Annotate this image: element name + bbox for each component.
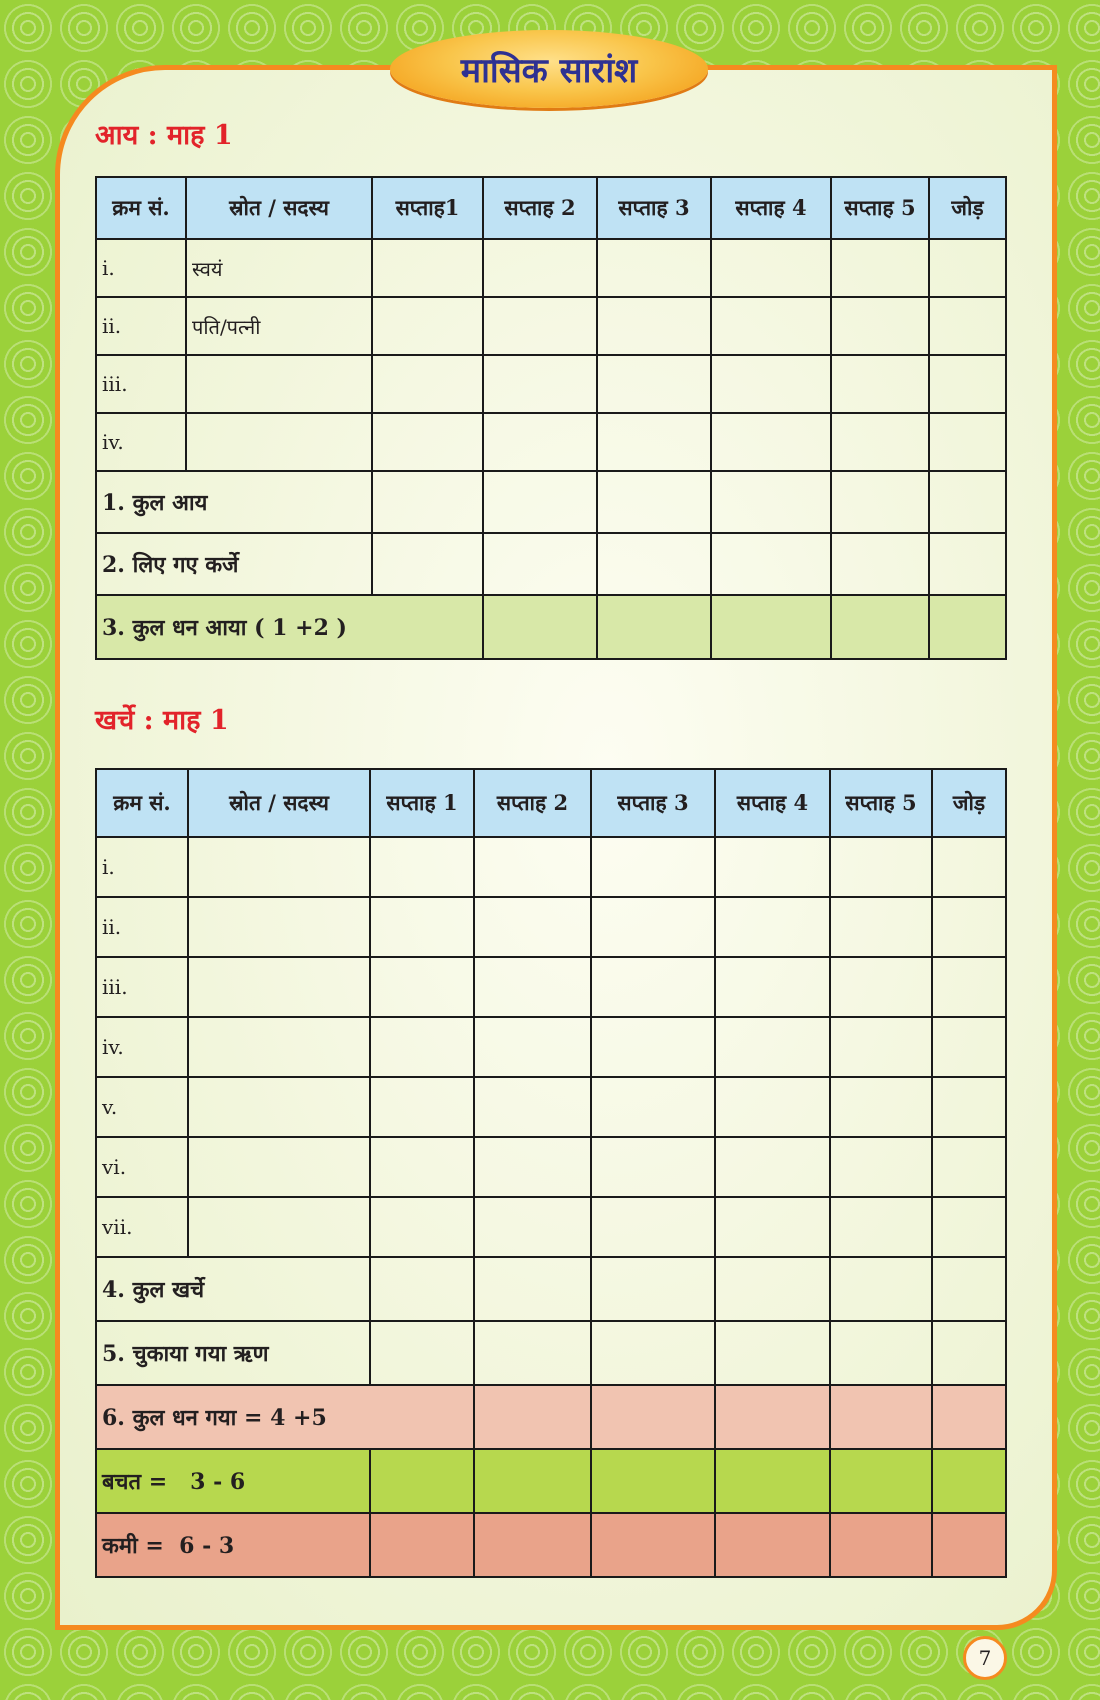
table-row xyxy=(96,1017,1006,1077)
col-serial: क्रम सं. xyxy=(96,177,186,239)
entry-cell[interactable] xyxy=(711,355,831,413)
serial-cell: vii. xyxy=(96,1197,188,1257)
entry-cell[interactable] xyxy=(830,1077,932,1137)
entry-cell[interactable] xyxy=(597,413,711,471)
entry-cell[interactable] xyxy=(831,595,929,659)
source-cell[interactable]: स्वयं xyxy=(186,239,372,297)
entry-cell[interactable] xyxy=(474,1017,591,1077)
entry-cell[interactable] xyxy=(474,1385,591,1449)
entry-cell[interactable] xyxy=(929,471,1006,533)
total-money-in-label: 3. कुल धन आया ( 1 +2 ) xyxy=(96,595,483,659)
serial-cell: ii. xyxy=(96,297,186,355)
entry-cell[interactable] xyxy=(711,533,831,595)
entry-cell[interactable] xyxy=(474,897,591,957)
col-week-2: सप्ताह 2 xyxy=(474,769,591,837)
source-cell[interactable] xyxy=(188,1197,370,1257)
serial-cell: i. xyxy=(96,239,186,297)
entry-cell[interactable] xyxy=(591,1513,715,1577)
entry-cell[interactable] xyxy=(370,1017,474,1077)
table-row xyxy=(96,1197,1006,1257)
entry-cell[interactable] xyxy=(932,1385,1006,1449)
entry-cell[interactable] xyxy=(591,837,715,897)
entry-cell[interactable] xyxy=(591,1077,715,1137)
entry-cell[interactable] xyxy=(597,297,711,355)
entry-cell[interactable] xyxy=(474,1197,591,1257)
table-row xyxy=(96,297,1006,355)
savings-row xyxy=(96,1449,1006,1513)
entry-cell[interactable] xyxy=(483,471,597,533)
entry-cell[interactable] xyxy=(597,355,711,413)
entry-cell[interactable] xyxy=(830,1385,932,1449)
entry-cell[interactable] xyxy=(591,1257,715,1321)
entry-cell[interactable] xyxy=(830,1513,932,1577)
entry-cell[interactable] xyxy=(715,1321,830,1385)
col-total: जोड़ xyxy=(929,177,1006,239)
table-row xyxy=(96,837,1006,897)
deficit-label: कमी = 6 - 3 xyxy=(96,1513,370,1577)
entry-cell[interactable] xyxy=(370,1513,474,1577)
entry-cell[interactable] xyxy=(929,595,1006,659)
table-row xyxy=(96,897,1006,957)
entry-cell[interactable] xyxy=(474,837,591,897)
entry-cell[interactable] xyxy=(715,1197,830,1257)
income-heading: आय : माह 1 xyxy=(95,120,233,151)
expense-header-row xyxy=(96,769,1006,837)
entry-cell[interactable] xyxy=(370,837,474,897)
source-cell[interactable] xyxy=(186,413,372,471)
entry-cell[interactable] xyxy=(831,533,929,595)
entry-cell[interactable] xyxy=(932,897,1006,957)
entry-cell[interactable] xyxy=(932,957,1006,1017)
table-row xyxy=(96,413,1006,471)
income-header-row xyxy=(96,177,1006,239)
entry-cell[interactable] xyxy=(932,1137,1006,1197)
col-week-2: सप्ताह 2 xyxy=(483,177,597,239)
entry-cell[interactable] xyxy=(372,355,483,413)
entry-cell[interactable] xyxy=(830,1017,932,1077)
entry-cell[interactable] xyxy=(591,1449,715,1513)
entry-cell[interactable] xyxy=(932,837,1006,897)
entry-cell[interactable] xyxy=(715,1017,830,1077)
entry-cell[interactable] xyxy=(715,1513,830,1577)
entry-cell[interactable] xyxy=(929,355,1006,413)
entry-cell[interactable] xyxy=(830,1257,932,1321)
entry-cell[interactable] xyxy=(932,1017,1006,1077)
entry-cell[interactable] xyxy=(474,1449,591,1513)
entry-cell[interactable] xyxy=(715,1257,830,1321)
entry-cell[interactable] xyxy=(372,239,483,297)
entry-cell[interactable] xyxy=(715,1137,830,1197)
serial-cell: v. xyxy=(96,1077,188,1137)
serial-cell: iv. xyxy=(96,413,186,471)
entry-cell[interactable] xyxy=(830,1137,932,1197)
total-expense-row xyxy=(96,1257,1006,1321)
entry-cell[interactable] xyxy=(831,355,929,413)
income-table xyxy=(95,176,1007,660)
entry-cell[interactable] xyxy=(370,1449,474,1513)
entry-cell[interactable] xyxy=(474,1257,591,1321)
entry-cell[interactable] xyxy=(597,239,711,297)
source-cell[interactable] xyxy=(188,1017,370,1077)
entry-cell[interactable] xyxy=(483,239,597,297)
entry-cell[interactable] xyxy=(932,1321,1006,1385)
entry-cell[interactable] xyxy=(711,297,831,355)
entry-cell[interactable] xyxy=(591,1385,715,1449)
entry-cell[interactable] xyxy=(830,1197,932,1257)
col-week-3: सप्ताह 3 xyxy=(591,769,715,837)
entry-cell[interactable] xyxy=(591,1197,715,1257)
table-row xyxy=(96,239,1006,297)
entry-cell[interactable] xyxy=(715,957,830,1017)
entry-cell[interactable] xyxy=(370,1077,474,1137)
source-cell[interactable] xyxy=(188,1137,370,1197)
entry-cell[interactable] xyxy=(591,1321,715,1385)
entry-cell[interactable] xyxy=(372,533,483,595)
entry-cell[interactable] xyxy=(715,1449,830,1513)
loans-taken-row xyxy=(96,533,1006,595)
entry-cell[interactable] xyxy=(591,897,715,957)
entry-cell[interactable] xyxy=(711,471,831,533)
entry-cell[interactable] xyxy=(372,297,483,355)
source-cell[interactable]: पति/पत्नी xyxy=(186,297,372,355)
serial-cell: iii. xyxy=(96,957,188,1017)
entry-cell[interactable] xyxy=(370,957,474,1017)
entry-cell[interactable] xyxy=(483,533,597,595)
entry-cell[interactable] xyxy=(831,413,929,471)
serial-cell: ii. xyxy=(96,897,188,957)
entry-cell[interactable] xyxy=(831,471,929,533)
col-week-3: सप्ताह 3 xyxy=(597,177,711,239)
col-source: स्रोत / सदस्य xyxy=(188,769,370,837)
table-row xyxy=(96,1077,1006,1137)
entry-cell[interactable] xyxy=(929,533,1006,595)
entry-cell[interactable] xyxy=(591,1137,715,1197)
source-cell[interactable] xyxy=(188,1077,370,1137)
col-week-5: सप्ताह 5 xyxy=(830,769,932,837)
expense-heading: खर्चे : माह 1 xyxy=(95,705,229,736)
col-source: स्रोत / सदस्य xyxy=(186,177,372,239)
table-row xyxy=(96,1137,1006,1197)
loan-repaid-row xyxy=(96,1321,1006,1385)
entry-cell[interactable] xyxy=(474,957,591,1017)
entry-cell[interactable] xyxy=(715,837,830,897)
entry-cell[interactable] xyxy=(715,897,830,957)
total-money-out-label: 6. कुल धन गया = 4 +5 xyxy=(96,1385,474,1449)
entry-cell[interactable] xyxy=(932,1197,1006,1257)
entry-cell[interactable] xyxy=(929,297,1006,355)
savings-label: बचत = 3 - 6 xyxy=(96,1449,370,1513)
entry-cell[interactable] xyxy=(474,1321,591,1385)
entry-cell[interactable] xyxy=(370,1137,474,1197)
entry-cell[interactable] xyxy=(715,1385,830,1449)
table-row xyxy=(96,957,1006,1017)
entry-cell[interactable] xyxy=(597,471,711,533)
entry-cell[interactable] xyxy=(929,413,1006,471)
col-total: जोड़ xyxy=(932,769,1006,837)
total-expense-label: 4. कुल खर्चे xyxy=(96,1257,370,1321)
expense-table xyxy=(95,768,1007,1578)
col-week-4: सप्ताह 4 xyxy=(715,769,830,837)
entry-cell[interactable] xyxy=(831,297,929,355)
source-cell[interactable] xyxy=(188,837,370,897)
total-money-out-row xyxy=(96,1385,1006,1449)
entry-cell[interactable] xyxy=(711,595,831,659)
entry-cell[interactable] xyxy=(711,413,831,471)
entry-cell[interactable] xyxy=(932,1513,1006,1577)
entry-cell[interactable] xyxy=(830,837,932,897)
loan-repaid-label: 5. चुकाया गया ऋण xyxy=(96,1321,370,1385)
entry-cell[interactable] xyxy=(474,1513,591,1577)
total-income-label: 1. कुल आय xyxy=(96,471,372,533)
entry-cell[interactable] xyxy=(830,897,932,957)
entry-cell[interactable] xyxy=(831,239,929,297)
entry-cell[interactable] xyxy=(483,297,597,355)
source-cell[interactable] xyxy=(188,897,370,957)
deficit-row xyxy=(96,1513,1006,1577)
serial-cell: iv. xyxy=(96,1017,188,1077)
entry-cell[interactable] xyxy=(474,1077,591,1137)
entry-cell[interactable] xyxy=(830,1321,932,1385)
entry-cell[interactable] xyxy=(932,1449,1006,1513)
entry-cell[interactable] xyxy=(597,533,711,595)
entry-cell[interactable] xyxy=(932,1257,1006,1321)
table-row xyxy=(96,355,1006,413)
page-number: 7 xyxy=(963,1636,1007,1680)
total-income-row xyxy=(96,471,1006,533)
page-title: मासिक सारांश xyxy=(460,51,638,91)
col-week-1: सप्ताह1 xyxy=(372,177,483,239)
entry-cell[interactable] xyxy=(370,1197,474,1257)
total-money-in-row xyxy=(96,595,1006,659)
entry-cell[interactable] xyxy=(591,957,715,1017)
page-title-badge xyxy=(390,30,708,108)
entry-cell[interactable] xyxy=(370,897,474,957)
loans-taken-label: 2. लिए गए कर्जे xyxy=(96,533,372,595)
entry-cell[interactable] xyxy=(483,355,597,413)
entry-cell[interactable] xyxy=(483,595,597,659)
entry-cell[interactable] xyxy=(715,1077,830,1137)
serial-cell: i. xyxy=(96,837,188,897)
col-serial: क्रम सं. xyxy=(96,769,188,837)
col-week-1: सप्ताह 1 xyxy=(370,769,474,837)
entry-cell[interactable] xyxy=(929,239,1006,297)
serial-cell: vi. xyxy=(96,1137,188,1197)
entry-cell[interactable] xyxy=(370,1257,474,1321)
entry-cell[interactable] xyxy=(372,471,483,533)
source-cell[interactable] xyxy=(186,355,372,413)
entry-cell[interactable] xyxy=(483,413,597,471)
entry-cell[interactable] xyxy=(830,1449,932,1513)
col-week-4: सप्ताह 4 xyxy=(711,177,831,239)
entry-cell[interactable] xyxy=(591,1017,715,1077)
entry-cell[interactable] xyxy=(370,1321,474,1385)
source-cell[interactable] xyxy=(188,957,370,1017)
col-week-5: सप्ताह 5 xyxy=(831,177,929,239)
entry-cell[interactable] xyxy=(711,239,831,297)
entry-cell[interactable] xyxy=(597,595,711,659)
entry-cell[interactable] xyxy=(932,1077,1006,1137)
entry-cell[interactable] xyxy=(830,957,932,1017)
entry-cell[interactable] xyxy=(372,413,483,471)
serial-cell: iii. xyxy=(96,355,186,413)
entry-cell[interactable] xyxy=(474,1137,591,1197)
